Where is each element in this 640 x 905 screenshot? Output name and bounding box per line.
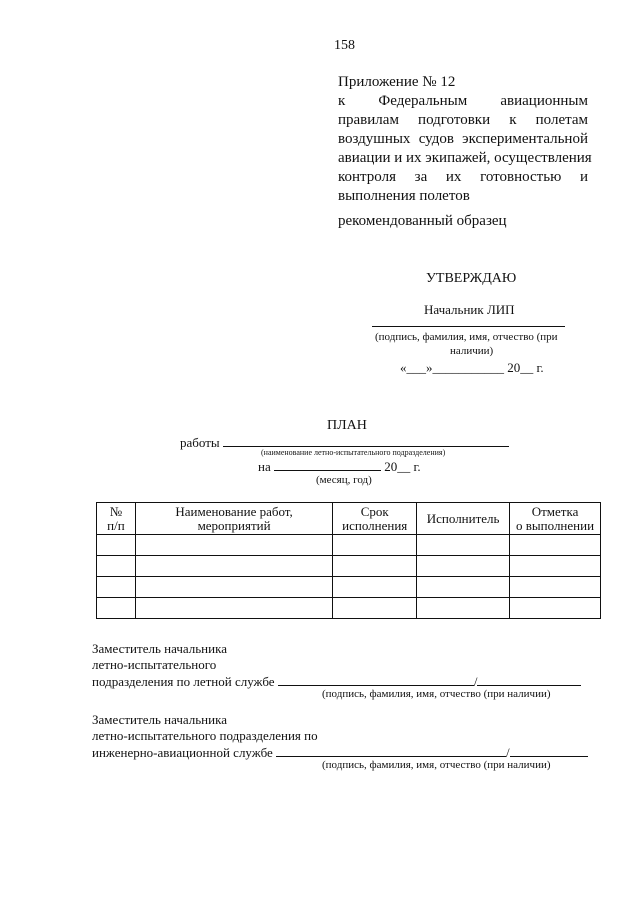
table-row xyxy=(97,577,601,598)
deputy-flight-line-2: летно-испытательного xyxy=(92,657,217,672)
table-cell xyxy=(135,535,332,556)
deputy-engineering-signature-line xyxy=(276,744,506,757)
table-cell xyxy=(510,598,601,619)
appendix-line-3: воздушных судов экспериментальной xyxy=(338,131,588,147)
approve-date-line: «___»___________ 20__ г. xyxy=(400,360,544,375)
col-header-deadline: Срок исполнения xyxy=(333,503,417,535)
deputy-engineering-caption: (подпись, фамилия, имя, отчество (при наличии) xyxy=(322,759,551,771)
col-header-number: № п/п xyxy=(97,503,136,535)
deputy-flight-line-1: Заместитель начальника xyxy=(92,641,227,656)
table-row xyxy=(97,535,601,556)
plan-period-caption: (месяц, год) xyxy=(316,474,372,486)
plan-title: ПЛАН xyxy=(327,418,367,433)
table-cell xyxy=(97,577,136,598)
table-cell xyxy=(510,577,601,598)
plan-work-line xyxy=(223,434,509,447)
col-header-completion-mark: Отметка о выполнении xyxy=(510,503,601,535)
table-cell xyxy=(417,577,510,598)
deputy-engineering-name-line xyxy=(510,744,588,757)
appendix-title: Приложение № 12 xyxy=(338,74,456,90)
plan-table-header xyxy=(97,503,601,535)
plan-work-label: работы xyxy=(180,435,220,450)
table-cell xyxy=(510,556,601,577)
table-cell xyxy=(97,535,136,556)
deputy-engineering-line-1: Заместитель начальника xyxy=(92,712,227,727)
table-cell xyxy=(333,535,417,556)
appendix-line-1: к Федеральным авиационным xyxy=(338,93,588,109)
plan-period-row xyxy=(258,458,421,475)
col-header-work-name: Наименование работ, мероприятий xyxy=(135,503,332,535)
appendix-line-5: контроля за их готовностью и xyxy=(338,169,588,185)
page-number: 158 xyxy=(334,38,355,53)
table-cell xyxy=(135,577,332,598)
plan-table xyxy=(96,502,601,619)
approve-signature-line xyxy=(372,326,565,327)
deputy-flight-line-3: подразделения по летной службе xyxy=(92,674,275,689)
sample-note: рекомендованный образец xyxy=(338,213,507,229)
approve-title: УТВЕРЖДАЮ xyxy=(426,271,517,286)
table-cell xyxy=(333,598,417,619)
appendix-line-6: выполнения полетов xyxy=(338,188,470,204)
table-cell xyxy=(97,556,136,577)
table-cell xyxy=(417,556,510,577)
col-header-executor: Исполнитель xyxy=(417,503,510,535)
appendix-line-2: правилам подготовки к полетам xyxy=(338,112,588,128)
table-row xyxy=(97,598,601,619)
deputy-engineering-line-2: летно-испытательного подразделения по xyxy=(92,728,318,743)
deputy-flight-name-line xyxy=(477,673,581,686)
approve-position: Начальник ЛИП xyxy=(424,302,515,317)
plan-period-prefix: на xyxy=(258,459,271,474)
table-cell xyxy=(417,598,510,619)
deputy-engineering-line-3: инженерно-авиационной службе xyxy=(92,745,273,760)
table-cell xyxy=(510,535,601,556)
table-cell xyxy=(333,577,417,598)
table-cell xyxy=(417,535,510,556)
table-cell xyxy=(97,598,136,619)
table-cell xyxy=(135,598,332,619)
approve-signature-caption-2: наличии) xyxy=(450,345,494,357)
plan-work-caption: (наименование летно-испытательного подразделения) xyxy=(261,448,446,457)
table-row xyxy=(97,556,601,577)
plan-period-suffix: 20__ г. xyxy=(384,459,421,474)
plan-period-line xyxy=(274,458,381,471)
table-cell xyxy=(333,556,417,577)
deputy-flight-caption: (подпись, фамилия, имя, отчество (при наличии) xyxy=(322,688,551,700)
table-cell xyxy=(135,556,332,577)
deputy-engineering-slash: / xyxy=(506,745,510,760)
deputy-flight-slash: / xyxy=(473,674,478,689)
deputy-flight-signature-line xyxy=(278,673,474,686)
appendix-line-4: авиации и их экипажей, осуществления xyxy=(338,150,592,166)
approve-signature-caption-1: (подпись, фамилия, имя, отчество (при xyxy=(375,331,558,343)
